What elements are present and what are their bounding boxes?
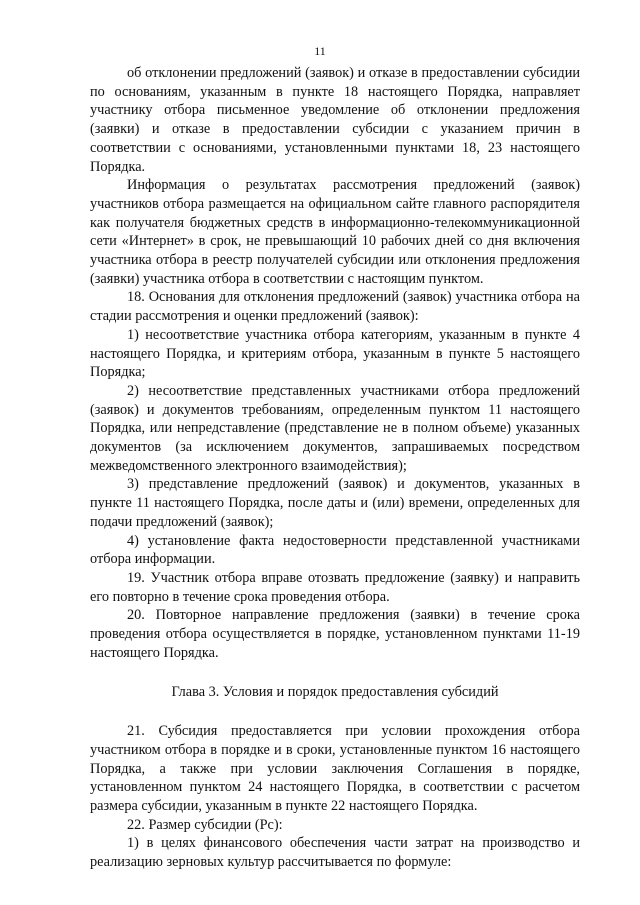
list-item-18-4: 4) установление факта недостоверности представленной участниками отбора информации.: [90, 532, 580, 568]
paragraph-clause-19: 19. Участник отбора вправе отозвать предложение (заявку) и направить его повторно в течение срока проведения отбора.: [90, 569, 580, 605]
document-body: [90, 64, 580, 872]
list-item-18-2: 2) несоответствие представленных участниками отбора предложений (заявок) и документов требованиям, определенным пунктом 11 настоящего Порядка, или непредставление (представление не в полном объеме) указанных документов (за исключением документов, запрашиваемых посредством межведомственного электронного взаимодействия);: [90, 382, 580, 474]
paragraph-clause-21: 21. Субсидия предоставляется при условии прохождения отбора участником отбора в порядке и в сроки, установленные пунктом 16 настоящего Порядка, а также при условии заключения Соглашения в порядке, установленном пунктом 24 настоящего Порядка, в соответствии с расчетом размера субсидии, указанным в пункте 22 настоящего Порядка.: [90, 723, 580, 815]
paragraph-results-info: Информация о результатах рассмотрения предложений (заявок) участников отбора размещается на официальном сайте главного распорядителя как получателя бюджетных средств в информационно-телекоммуникационной сети «Интернет» в срок, не превышающий 10 рабочих дней со дня включения участника отбора в реестр получателей субсидии или отклонения предложения (заявки) участника отбора в соответствии с настоящим пунктом.: [90, 177, 580, 287]
paragraph-clause-20: 20. Повторное направление предложения (заявки) в течение срока проведения отбора осуществляется в порядке, установленном пунктами 11-19 настоящего Порядка.: [90, 607, 580, 661]
list-item-18-1: 1) несоответствие участника отбора категориям, указанным в пункте 4 настоящего Порядка, и критериям отбора, указанным в пункте 5 настоящего Порядка;: [90, 326, 580, 381]
paragraph-clause-22: 22. Размер субсидии (Рс):: [127, 816, 283, 833]
list-item-22-1: 1) в целях финансового обеспечения части затрат на производство и реализацию зерновых культур рассчитывается по формуле:: [90, 835, 580, 871]
paragraph-clause-18: 18. Основания для отклонения предложений (заявок) участника отбора на стадии рассмотрения и оценки предложений (заявок):: [90, 289, 580, 325]
list-item-18-3: 3) представление предложений (заявок) и документов, указанных в пункте 11 настоящего Порядка, после даты и (или) времени, определенных для подачи предложений (заявок);: [90, 476, 580, 530]
chapter-heading: Глава 3. Условия и порядок предоставления субсидий: [171, 683, 499, 700]
paragraph-notification: об отклонении предложений (заявок) и отказе в предоставлении субсидии по основаниям, указанным в пункте 18 настоящего Порядка, направляет участнику отбора письменное уведомление об отклонении предложения (заявки) и отказе в предоставлении субсидии с указанием причин в соответствии с основаниями, установленными пунктами 18, 23 настоящего Порядка.: [90, 65, 580, 175]
page-number: 11: [314, 44, 326, 58]
